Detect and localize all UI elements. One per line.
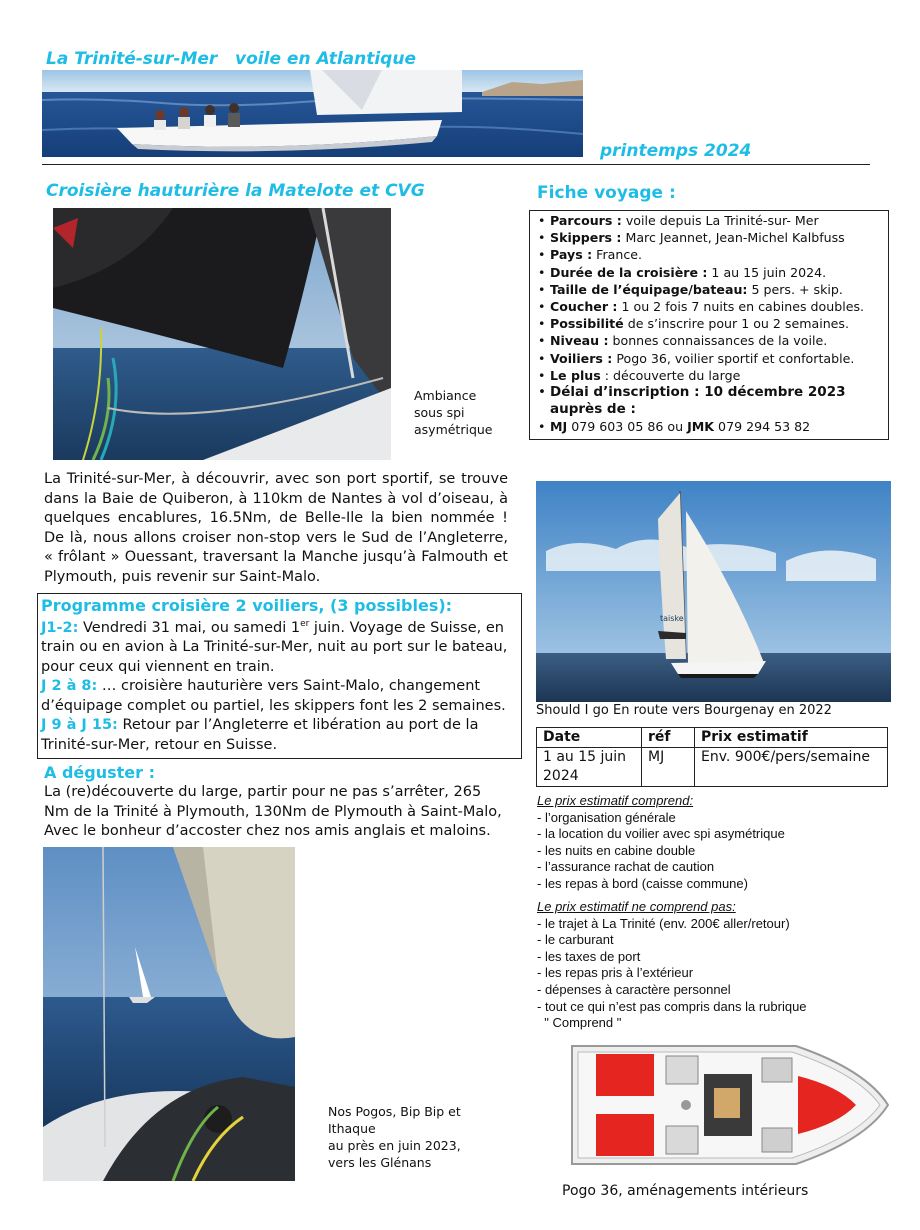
- fiche-value: 5 pers. + skip.: [747, 281, 843, 297]
- cell-ref: MJ: [642, 748, 695, 787]
- deck-plan-caption: Pogo 36, aménagements intérieurs: [562, 1183, 809, 1199]
- day-text: juin. Voyage de Suisse, en train ou en avion à La Trinité-sur-Mer, nuit au port sur le bateau, pour ceux qui viennent en train.: [41, 619, 508, 675]
- fiche-item: [546, 264, 882, 281]
- spinnaker-caption: [414, 387, 493, 438]
- contact-mj: MJ: [550, 419, 568, 435]
- fiche-label: Durée de la croisière :: [550, 264, 708, 280]
- ne-comprend-list: [537, 899, 887, 1032]
- fiche-label: Délai d’inscription : 10 décembre 2023 auprès de :: [550, 384, 846, 418]
- contact-mj-number: 079 603 05 86 ou: [567, 419, 688, 435]
- fiche-item: [546, 229, 882, 246]
- fiche-label: Pays :: [550, 247, 593, 263]
- fiche-label: Skippers :: [550, 230, 622, 246]
- header-sailing-photo: [42, 70, 583, 157]
- day-sup: er: [300, 619, 310, 629]
- programme-box: [37, 593, 522, 759]
- cruise-title: Croisière hauturière la Matelote et CVG: [46, 181, 425, 201]
- hull-text: taiske: [660, 614, 684, 623]
- fiche-value: 1 au 15 juin 2024.: [707, 264, 827, 280]
- day-text: … croisière hauturière vers Saint-Malo, changement d’équipage complet ou partiel, les skippers font les 2 semaines.: [41, 678, 506, 714]
- fiche-value: de s’inscrire pour 1 ou 2 semaines.: [623, 316, 849, 332]
- fiche-value: : découverte du large: [600, 367, 741, 383]
- list-item: - le trajet à La Trinité (env. 200€ aller/retour): [537, 915, 790, 931]
- caption-line: asymétrique: [414, 422, 493, 437]
- list-item: - le carburant: [537, 932, 614, 948]
- price-table-header: [537, 728, 888, 748]
- fiche-item: [546, 246, 882, 263]
- list-item: - dépenses à caractère personnel: [537, 981, 731, 997]
- caption-line: Ithaque: [328, 1121, 376, 1136]
- list-item: - les repas pris à l’extérieur: [537, 965, 694, 981]
- fiche-list: [536, 212, 882, 436]
- contact-jmk-number: 079 294 53 82: [714, 419, 811, 435]
- ne-comprend-heading: Le prix estimatif ne comprend pas:: [537, 899, 736, 914]
- spinnaker-photo: [53, 208, 391, 460]
- day-tag: J 9 à J 15:: [41, 717, 118, 734]
- list-item: " Comprend ": [537, 1015, 622, 1031]
- caption-line: sous spi: [414, 405, 465, 420]
- list-item: - l’organisation générale: [537, 809, 676, 825]
- comprend-heading: Le prix estimatif comprend:: [537, 793, 694, 808]
- cell-date: 1 au 15 juin 2024: [537, 748, 642, 787]
- intro-paragraph: La Trinité-sur-Mer, à découvrir, avec son port sportif, se trouve dans la Baie de Quiberon, à 110km de Nantes à vol d’oiseau, à quelques encablures, 16.5Nm, de Belle-Ile la bien nommée ! De là, nous allons croiser non-stop vers le Sud de l’Angleterre, « frôlant » Ouessant, traversant la Manche jusqu’à Falmouth et Plymouth, puis revenir sur Saint-Malo.: [44, 471, 508, 585]
- fiche-value: Marc Jeannet, Jean-Michel Kalbfuss: [621, 230, 845, 246]
- fiche-value: bonnes connaissances de la voile.: [608, 333, 828, 349]
- season-label: printemps 2024: [600, 141, 752, 161]
- fiche-label: Coucher :: [550, 299, 618, 315]
- fiche-value: 1 ou 2 fois 7 nuits en cabines doubles.: [617, 299, 865, 315]
- pogos-photo: [43, 847, 295, 1181]
- fiche-value: France.: [592, 247, 643, 263]
- caption-line: vers les Glénans: [328, 1155, 432, 1170]
- programme-day-9: [41, 716, 515, 755]
- fiche-heading: Fiche voyage :: [537, 183, 676, 203]
- deguster-heading: A déguster :: [44, 763, 155, 782]
- fiche-item: [546, 384, 882, 418]
- list-item: - les repas à bord (caisse commune): [537, 875, 748, 891]
- fiche-item: [546, 212, 882, 229]
- fiche-value: voile depuis La Trinité-sur- Mer: [621, 213, 819, 228]
- col-price: Prix estimatif: [695, 728, 888, 748]
- table-row: [537, 748, 888, 787]
- list-item: - la location du voilier avec spi asymétrique: [537, 826, 785, 842]
- bourgenay-photo: [536, 481, 891, 702]
- fiche-value: Pogo 36, voilier sportif et confortable.: [612, 350, 855, 366]
- fiche-label: Niveau :: [550, 333, 609, 349]
- programme-heading: Programme croisière 2 voiliers, (3 possibles):: [41, 596, 453, 615]
- caption-line: Ambiance: [414, 388, 477, 403]
- list-item: - les taxes de port: [537, 948, 641, 964]
- day-tag: J 2 à 8:: [41, 678, 98, 695]
- pogos-caption: [328, 1103, 461, 1171]
- list-item: - les nuits en cabine double: [537, 842, 696, 858]
- list-item: - tout ce qui n’est pas compris dans la rubrique: [537, 998, 807, 1014]
- day-text: Vendredi 31 mai, ou samedi 1: [78, 619, 301, 636]
- fiche-label: Taille de l’équipage/bateau:: [550, 281, 748, 297]
- fiche-item: [546, 332, 882, 349]
- fiche-box: [529, 210, 889, 440]
- fiche-label: Le plus: [550, 367, 601, 383]
- fiche-item: [546, 281, 882, 298]
- page-title: La Trinité-sur-Mer voile en Atlantique: [46, 49, 416, 69]
- fiche-item: [546, 315, 882, 332]
- comprend-list: [537, 793, 887, 893]
- contact-jmk: JMK: [687, 419, 715, 435]
- fiche-item: [546, 367, 882, 384]
- day-tag: J1-2:: [41, 619, 79, 636]
- programme-day-2: [41, 677, 515, 716]
- bourgenay-caption: Should I go En route vers Bourgenay en 2022: [536, 703, 832, 718]
- cell-price: Env. 900€/pers/semaine: [695, 748, 888, 787]
- caption-line: au près en juin 2023,: [328, 1138, 461, 1153]
- list-item: - l’assurance rachat de caution: [537, 859, 715, 875]
- fiche-label: Voiliers :: [550, 350, 613, 366]
- fiche-label: Possibilité: [550, 316, 624, 332]
- col-date: Date: [537, 728, 642, 748]
- deguster-paragraph: La (re)découverte du large, partir pour ne pas s’arrêter, 265 Nm de la Trinité à Plymouth, 130Nm de Plymouth à Saint-Malo, Avec le bonheur d’accoster chez nos amis anglais et maloins.: [44, 784, 502, 839]
- fiche-item: [546, 350, 882, 367]
- caption-line: Nos Pogos, Bip Bip et: [328, 1104, 461, 1119]
- fiche-item: [546, 298, 882, 315]
- price-table: [536, 727, 888, 787]
- col-ref: réf: [642, 728, 695, 748]
- fiche-contact: [546, 418, 882, 435]
- day-text: Retour par l’Angleterre et libération au port de la Trinité-sur-Mer, retour en Suisse.: [41, 717, 479, 753]
- deck-plan-image: [566, 1040, 892, 1170]
- programme-day-1: [41, 615, 515, 677]
- header-divider: [42, 164, 870, 165]
- fiche-label: Parcours :: [550, 213, 622, 228]
